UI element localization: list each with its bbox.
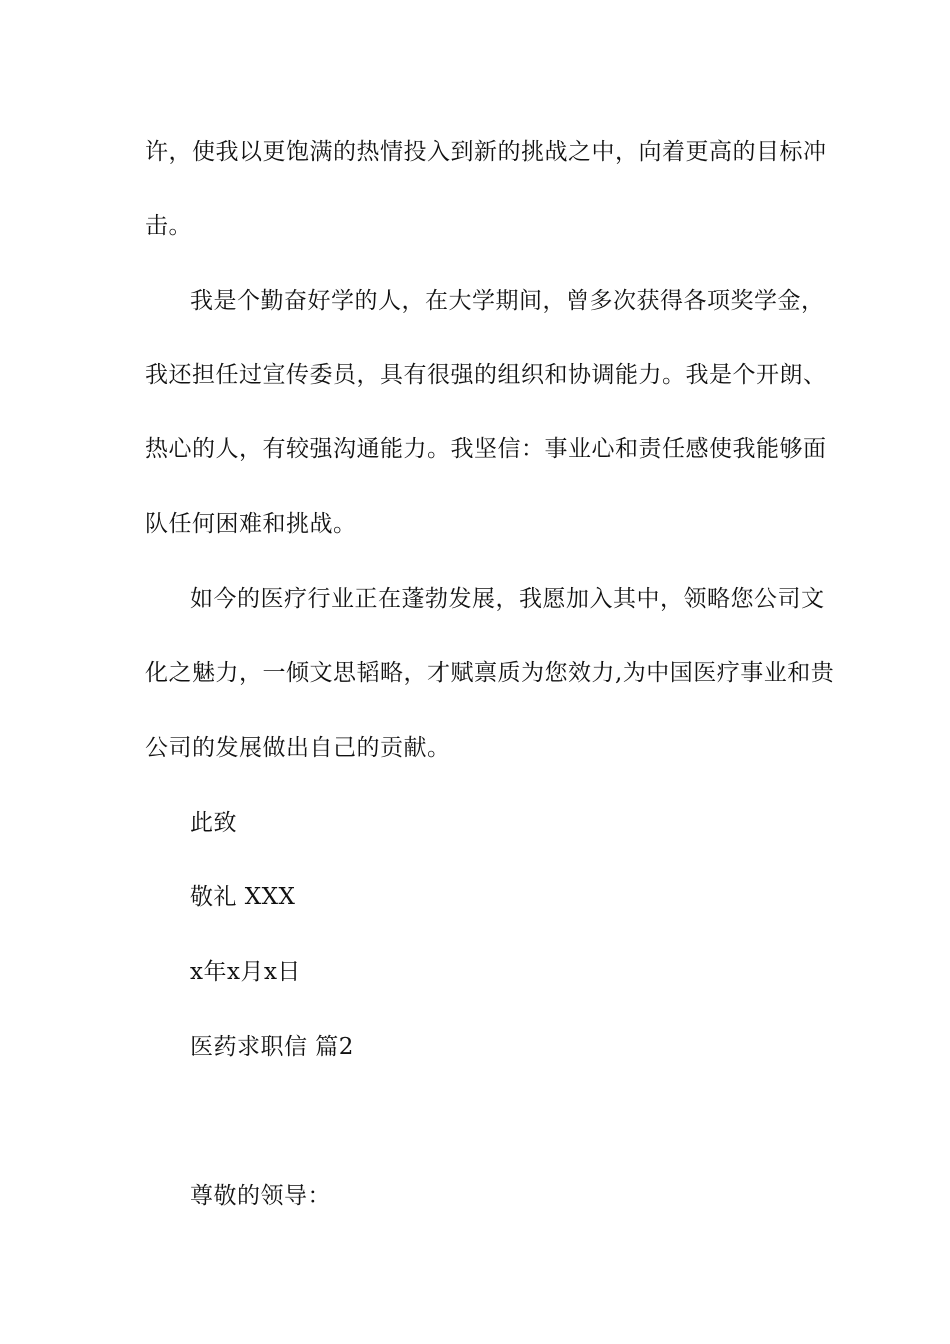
- closing-text: 此致: [190, 810, 237, 836]
- salutation-signature: 敬礼 XXX: [190, 884, 296, 910]
- paragraph-3-line-3: 公司的发展做出自己的贡献。: [145, 735, 451, 761]
- letter-date: x年x月x日: [190, 959, 301, 985]
- paragraph-3-line-1: 如今的医疗行业正在蓬勃发展，我愿加入其中，领略您公司文: [190, 586, 825, 612]
- paragraph-2-line-3: 热心的人，有较强沟通能力。我坚信：事业心和责任感使我能够面: [145, 436, 827, 462]
- section-title: 医药求职信 篇2: [190, 1034, 354, 1060]
- paragraph-1-line-1: 许，使我以更饱满的热情投入到新的挑战之中，向着更高的目标冲: [145, 139, 827, 165]
- paragraph-3-line-2: 化之魅力，一倾文思韬略，才赋禀质为您效力,为中国医疗事业和贵: [145, 660, 835, 686]
- greeting-text: 尊敬的领导：: [190, 1183, 331, 1209]
- paragraph-1-line-2: 击。: [145, 213, 192, 239]
- paragraph-2-line-2: 我还担任过宣传委员，具有很强的组织和协调能力。我是个开朗、: [145, 362, 827, 388]
- paragraph-2-line-4: 队任何困难和挑战。: [145, 511, 357, 537]
- paragraph-2-line-1: 我是个勤奋好学的人，在大学期间，曾多次获得各项奖学金，: [190, 288, 825, 314]
